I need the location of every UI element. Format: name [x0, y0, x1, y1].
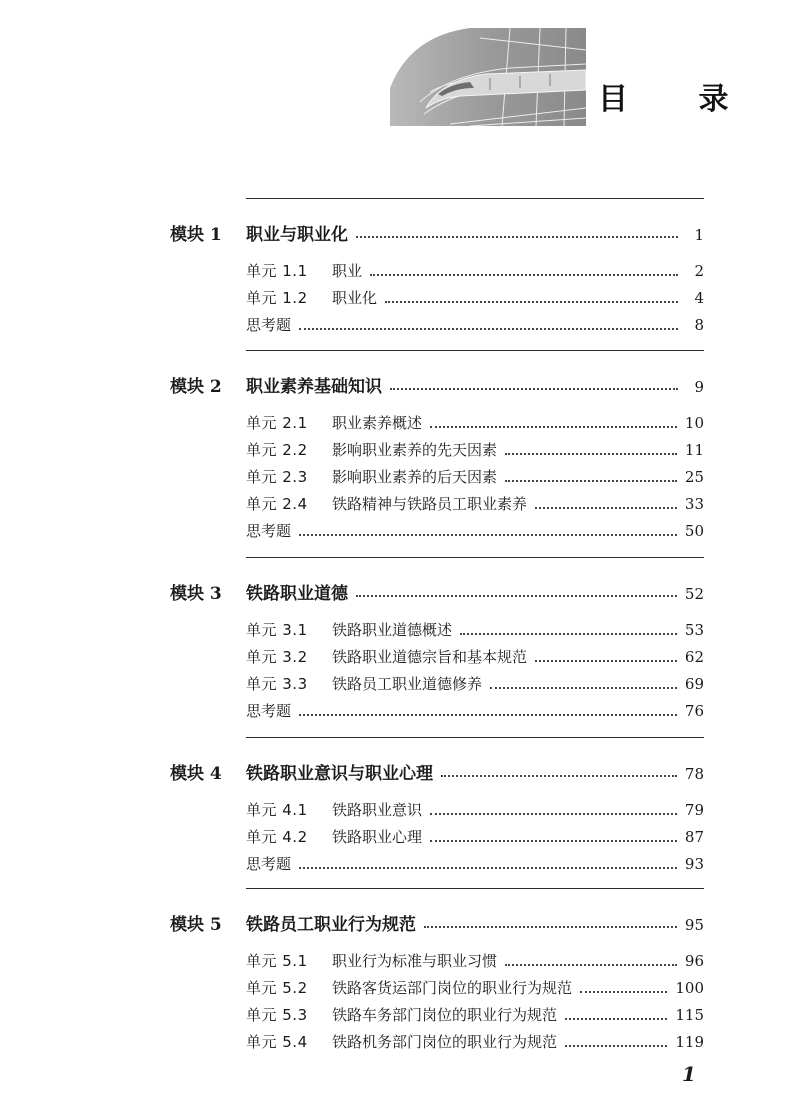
page-number: 10	[684, 414, 704, 432]
unit-number: 思考题	[246, 855, 292, 873]
unit-title: 铁路精神与铁路员工职业素养	[332, 495, 528, 513]
section-divider	[246, 198, 704, 199]
dot-leader	[441, 774, 677, 777]
page-number: 2	[694, 262, 704, 280]
dot-leader	[370, 273, 678, 276]
page-number: 4	[694, 289, 704, 307]
toc-entry[interactable]	[246, 673, 704, 695]
unit-title: 铁路职业意识	[332, 801, 423, 819]
unit-number: 单元 5.2	[246, 979, 308, 997]
page-number: 1	[694, 226, 704, 244]
dot-leader	[535, 506, 677, 509]
unit-number: 思考题	[246, 316, 292, 334]
train-illustration-icon	[390, 28, 586, 126]
dot-leader	[385, 300, 678, 303]
page-number: 119	[675, 1033, 704, 1051]
module-number: 模块 5	[170, 915, 222, 935]
page-number: 115	[675, 1006, 704, 1024]
dot-leader	[505, 963, 677, 966]
page-number: 93	[684, 855, 704, 873]
toc-entry[interactable]	[246, 1031, 704, 1053]
page-number: 78	[684, 765, 704, 783]
toc-entry-questions[interactable]	[246, 520, 704, 542]
dot-leader	[580, 990, 667, 993]
module-title: 铁路职业意识与职业心理	[246, 764, 433, 784]
page-title: 目 录	[598, 82, 759, 117]
unit-title: 职业行为标准与职业习惯	[332, 952, 498, 970]
dot-leader	[430, 425, 677, 428]
dot-leader	[505, 452, 677, 455]
dot-leader	[430, 839, 677, 842]
unit-title: 铁路职业道德宗旨和基本规范	[332, 648, 528, 666]
toc-entry[interactable]	[246, 950, 704, 972]
toc-module-heading[interactable]	[170, 759, 704, 785]
dot-leader	[424, 925, 677, 928]
unit-number: 单元 5.4	[246, 1033, 308, 1051]
unit-title: 铁路客货运部门岗位的职业行为规范	[332, 979, 573, 997]
unit-number: 单元 2.4	[246, 495, 308, 513]
page-number: 52	[684, 585, 704, 603]
toc-entry-questions[interactable]	[246, 314, 704, 336]
toc-entry[interactable]	[246, 826, 704, 848]
dot-leader	[299, 866, 677, 869]
dot-leader	[299, 327, 678, 330]
page-number: 9	[694, 378, 704, 396]
page-number: 53	[684, 621, 704, 639]
page-number: 87	[684, 828, 704, 846]
unit-number: 单元 3.1	[246, 621, 308, 639]
section-divider	[246, 557, 704, 558]
page-number: 25	[684, 468, 704, 486]
dot-leader	[356, 235, 678, 238]
toc-module-heading[interactable]	[170, 579, 704, 605]
unit-title: 影响职业素养的先天因素	[332, 441, 498, 459]
toc-entry[interactable]	[246, 799, 704, 821]
toc-entry[interactable]	[246, 287, 704, 309]
toc-module-heading[interactable]	[170, 220, 704, 246]
unit-title: 铁路职业道德概述	[332, 621, 453, 639]
page-number: 69	[684, 675, 704, 693]
toc-entry[interactable]	[246, 466, 704, 488]
module-title: 职业素养基础知识	[246, 377, 382, 397]
section-divider	[246, 737, 704, 738]
unit-title: 职业化	[332, 289, 378, 307]
page-number: 62	[684, 648, 704, 666]
unit-number: 思考题	[246, 702, 292, 720]
toc-entry[interactable]	[246, 260, 704, 282]
dot-leader	[299, 533, 677, 536]
dot-leader	[460, 632, 677, 635]
unit-number: 单元 4.1	[246, 801, 308, 819]
unit-number: 单元 2.2	[246, 441, 308, 459]
module-title: 职业与职业化	[246, 225, 348, 245]
toc-entry[interactable]	[246, 412, 704, 434]
unit-title: 职业	[332, 262, 363, 280]
toc-entry[interactable]	[246, 619, 704, 641]
dot-leader	[430, 812, 677, 815]
unit-number: 单元 5.3	[246, 1006, 308, 1024]
unit-title: 铁路车务部门岗位的职业行为规范	[332, 1006, 558, 1024]
section-divider	[246, 350, 704, 351]
page-number: 33	[684, 495, 704, 513]
module-title: 铁路员工职业行为规范	[246, 915, 416, 935]
toc-module-heading[interactable]	[170, 372, 704, 398]
unit-number: 单元 4.2	[246, 828, 308, 846]
dot-leader	[490, 686, 677, 689]
toc-module-heading[interactable]	[170, 910, 704, 936]
page-number: 95	[684, 916, 704, 934]
unit-title: 铁路职业心理	[332, 828, 423, 846]
page-number: 8	[694, 316, 704, 334]
module-number: 模块 4	[170, 764, 222, 784]
unit-number: 单元 2.3	[246, 468, 308, 486]
unit-number: 单元 5.1	[246, 952, 308, 970]
toc-entry-questions[interactable]	[246, 853, 704, 875]
dot-leader	[565, 1017, 667, 1020]
unit-number: 单元 1.1	[246, 262, 308, 280]
toc-entry[interactable]	[246, 439, 704, 461]
page-number: 50	[684, 522, 704, 540]
page-number: 11	[684, 441, 704, 459]
dot-leader	[565, 1044, 667, 1047]
page-number: 100	[675, 979, 704, 997]
unit-title: 影响职业素养的后天因素	[332, 468, 498, 486]
unit-number: 单元 3.2	[246, 648, 308, 666]
unit-title: 职业素养概述	[332, 414, 423, 432]
unit-title: 铁路员工职业道德修养	[332, 675, 483, 693]
unit-number: 思考题	[246, 522, 292, 540]
module-number: 模块 1	[170, 225, 222, 245]
footer-page-number: 1	[682, 1062, 696, 1086]
module-number: 模块 2	[170, 377, 222, 397]
unit-number: 单元 2.1	[246, 414, 308, 432]
toc-entry[interactable]	[246, 977, 704, 999]
page-number: 96	[684, 952, 704, 970]
section-divider	[246, 888, 704, 889]
toc-entry[interactable]	[246, 1004, 704, 1026]
dot-leader	[390, 387, 678, 390]
dot-leader	[535, 659, 677, 662]
module-number: 模块 3	[170, 584, 222, 604]
page-number: 76	[684, 702, 704, 720]
dot-leader	[299, 713, 677, 716]
module-title: 铁路职业道德	[246, 584, 348, 604]
dot-leader	[356, 594, 677, 597]
unit-number: 单元 3.3	[246, 675, 308, 693]
dot-leader	[505, 479, 677, 482]
toc-entry[interactable]	[246, 646, 704, 668]
page-number: 79	[684, 801, 704, 819]
toc-entry-questions[interactable]	[246, 700, 704, 722]
unit-title: 铁路机务部门岗位的职业行为规范	[332, 1033, 558, 1051]
unit-number: 单元 1.2	[246, 289, 308, 307]
toc-entry[interactable]	[246, 493, 704, 515]
